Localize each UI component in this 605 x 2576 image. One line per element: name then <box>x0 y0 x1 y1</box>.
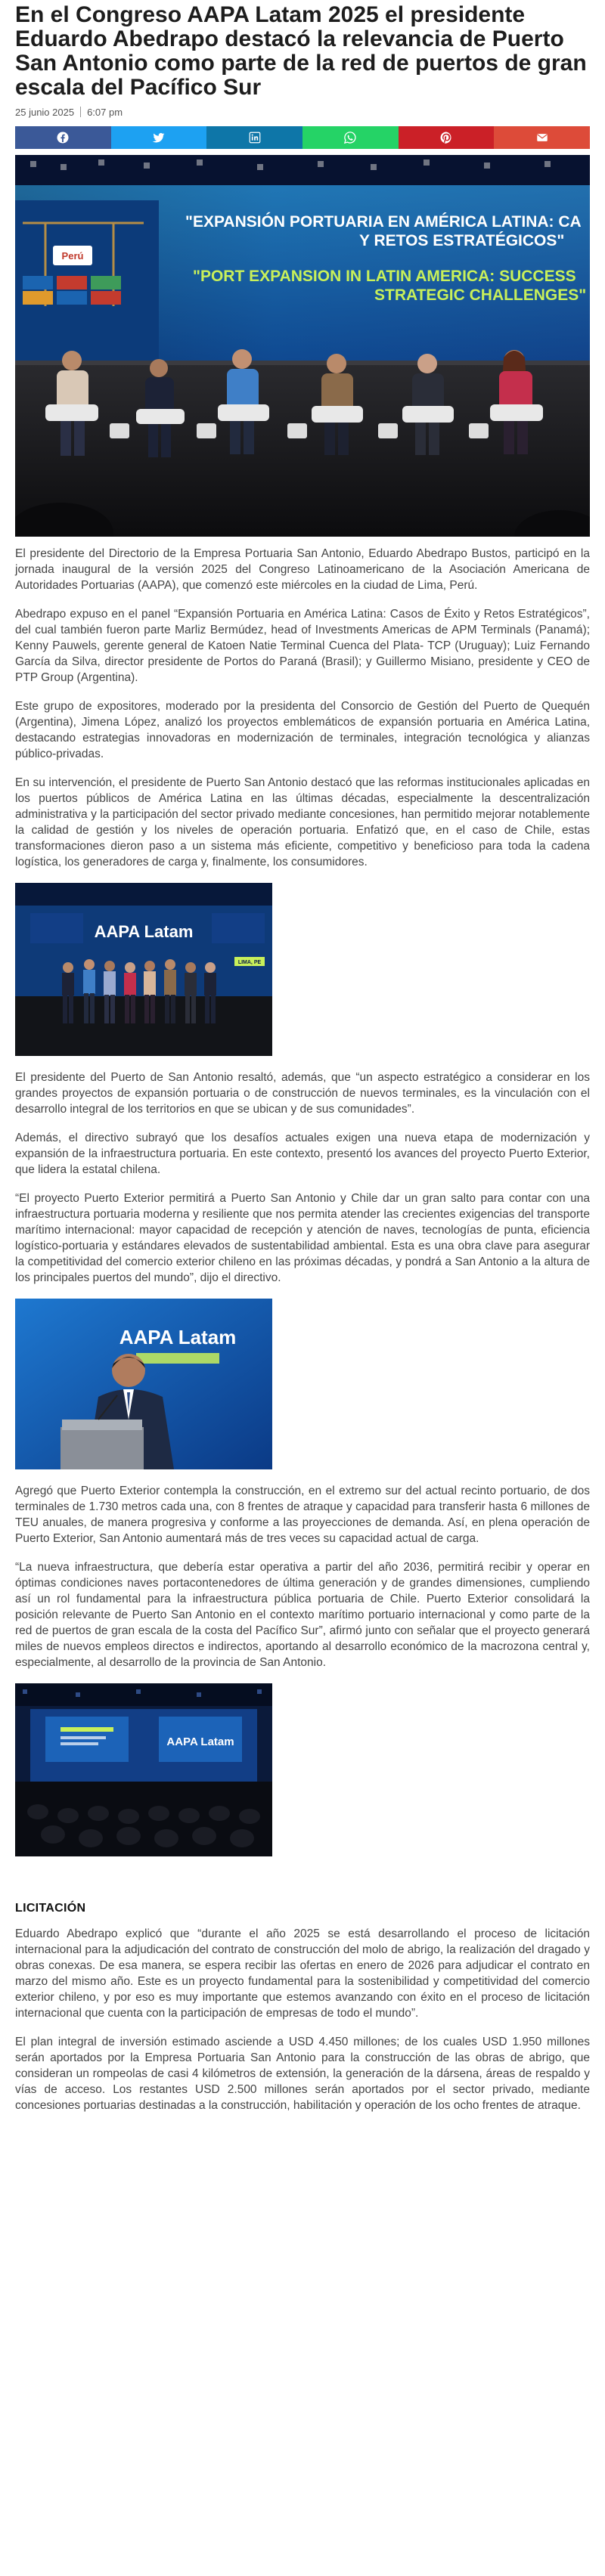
speaker-photo <box>15 1299 272 1469</box>
twitter-icon <box>152 131 166 144</box>
article-meta <box>15 105 605 119</box>
paragraph: Este grupo de expositores, moderado por la presidenta del Consorcio de Gestión del Puerto de Quequén (Argentina), Jimena López, analizó los proyectos emblemáticos de expansión portuaria en América Latina, destacando estrategias innovadoras en modernización de terminales, integración tecnológica y alianzas público-privadas. <box>15 700 590 760</box>
paragraph: Eduardo Abedrapo explicó que “durante el año 2025 se está desarrollando el proceso de licitación internacional para la adjudicación del contrato de construcción del molo de abrigo, la realización del dragado y obras conexas. De esa manera, se espera recibir las ofertas en enero de 2026 para adjudicar el contrato en marzo del mismo año. Este es un proyecto fundamental para la sostenibilidad y competitividad del comercio exterior chileno, y por eso es muy importante que estemos avanzando con éxito en el proceso de licitación internacional que cuenta con la participación de empresas de todo el mundo”. <box>15 1927 590 2020</box>
share-linkedin-button[interactable] <box>206 126 302 149</box>
banner-spanish-line-1: "EXPANSIÓN PORTUARIA EN AMÉRICA LATINA: CA <box>185 213 582 231</box>
linkedin-icon <box>248 131 262 144</box>
share-facebook-button[interactable] <box>15 126 111 149</box>
paragraph: En su intervención, el presidente de Puerto San Antonio destacó que las reformas institucionales aplicadas en los puertos públicos de América Latina en las últimas décadas, especialmente la descentralización administrativa y la participación del sector privado mediante concesiones, han permitido mejorar notablemente la calidad de gestión y los niveles de operación portuaria. Enfatizó que, en el caso de Chile, estas transformaciones dieron paso a un sistema más eficiente, competitivo y beneficioso para toda la cadena logística, los generadores de carga y, finalmente, los consumidores. <box>15 776 590 868</box>
group-photo <box>15 883 272 1056</box>
page-title: En el Congreso AAPA Latam 2025 el presidente Eduardo Abedrapo destacó la relevancia de Puerto San Antonio como parte de la red de puertos de gran escala del Pacífico Sur <box>15 2 587 100</box>
share-pinterest-button[interactable] <box>399 126 495 149</box>
banner-english-line-1: "PORT EXPANSION IN LATIN AMERICA: SUCCESS <box>193 268 576 285</box>
paragraph: Agregó que Puerto Exterior contempla la construcción, en el extremo sur del actual recinto portuario, de dos terminales de 1.730 metros cada una, con 8 frentes de atraque y capacidad para transferir hasta 6 millones de TEU anuales, de manera progresiva y conforme a las proyecciones de demanda. Así, en plena operación de Puerto Exterior, San Antonio aumentará más de tres veces su capacidad actual de carga. <box>15 1485 590 1545</box>
paragraph: Además, el directivo subrayó que los desafíos actuales exigen una nueva etapa de modernización y expansión de la infraestructura portuaria. En este contexto, presentó los avances del proyecto Puerto Exterior, que lidera la estatal chilena. <box>15 1132 590 1176</box>
share-whatsapp-button[interactable] <box>302 126 399 149</box>
paragraph: El presidente del Puerto de San Antonio resaltó, además, que “un aspecto estratégico a considerar en los grandes proyectos de expansión portuaria o de construcción de nuevos terminales, es la vinculación con el desarrollo integral de los territorios en que se ubican y de sus comunidades”. <box>15 1071 590 1116</box>
pinterest-icon <box>439 131 453 144</box>
paragraph: Abedrapo expuso en el panel “Expansión Portuaria en América Latina: Casos de Éxito y Retos Estratégicos”, del cual también fueron parte Marliz Bermúdez, head of Investments Americas de APM Terminals (Panamá); Kenny Pauwels, gerente general de Katoen Natie Terminal Cuenca del Plata- TCP (Uruguay); Luiz Fernando García da Silva, director presidente de Portos do Paraná (Brasil); y Guillermo Misiano, presidente y CEO de PTP Group (Argentina). <box>15 608 590 684</box>
paragraph: El plan integral de inversión estimado asciende a USD 4.450 millones; de los cuales USD 1.950 millones serán aportados por la Empresa Portuaria San Antonio para la construcción de las obras de abrigo, que consideran un rompeolas de casi 4 kilómetros de extensión, la generación de la dársena, áreas de respaldo y vías de acceso. Los restantes USD 2.500 millones serán aportados por el sector privado, mediante concesiones portuarias destinadas a la construcción, habilitación y operación de los ocho frentes de atraque. <box>15 2036 590 2112</box>
conference-hall-photo <box>15 1683 272 1856</box>
share-twitter-button[interactable] <box>111 126 207 149</box>
article-date: 25 junio 2025 <box>15 106 75 118</box>
photo2-brand-text: AAPA Latam <box>94 922 194 941</box>
spacer <box>15 537 605 546</box>
banner-spanish-line-2: Y RETOS ESTRATÉGICOS" <box>359 232 565 249</box>
paragraph: “La nueva infraestructura, que debería estar operativa a partir del año 2036, permitirá recibir y operar en óptimas condiciones naves portacontenedores de última generación y de grandes dimensiones, cumpliendo así un rol fundamental para la infraestructura pública portuaria de Chile. Puerto Exterior consolidará la posición relevante de Puerto San Antonio en el contexto marítimo portuario internacional y como parte de la red de puertos de gran escala de la costa del Pacífico Sur”, afirmó junto con señalar que el proyecto generará miles de nuevos empleos directos e indirectos, aportando al desarrollo económico de la macrozona central y, especialmente, al desarrollo de la provincia de San Antonio. <box>15 1561 590 1669</box>
group-photo-illustration <box>15 883 272 1056</box>
article <box>15 0 605 2113</box>
paragraph: El presidente del Directorio de la Empresa Portuaria San Antonio, Eduardo Abedrapo Bustos, participó en la jornada inaugural de la versión 2025 del Congreso Latinoamericano de la Asociación Americana de Autoridades Portuarias (AAPA), que comenzó este miércoles en la ciudad de Lima, Perú. <box>15 547 590 592</box>
photo3-brand-text: AAPA Latam <box>119 1326 237 1348</box>
photo2-tag-text: LIMA, PE <box>237 960 262 965</box>
facebook-icon <box>56 131 70 144</box>
share-bar <box>15 126 590 149</box>
whatsapp-icon <box>343 131 357 144</box>
paragraph: “El proyecto Puerto Exterior permitirá a Puerto San Antonio y Chile dar un gran salto para contar con una infraestructura portuaria moderna y resiliente que nos permita atender las crecientes exigencias del transporte marítimo internacional: mayor capacidad de recepción y atención de naves, tecnologías de punta, eficiencia logístico-portuaria y estándares elevados de sustentabilidad ambiental. Esta es una obra clave para asegurar la competitividad del comercio exterior chileno en las próximas décadas, y pondrá a San Antonio a la altura de los principales puertos del mundo”, dijo el directivo. <box>15 1192 590 1284</box>
article-time: 6:07 pm <box>87 106 123 118</box>
email-icon <box>535 131 549 144</box>
hero-photo <box>15 155 590 537</box>
speaker-photo-illustration <box>15 1299 272 1469</box>
hero-logo-text: Perú <box>61 250 84 262</box>
meta-divider <box>80 107 81 117</box>
conference-hall-illustration <box>15 1683 272 1856</box>
photo4-brand-text: AAPA Latam <box>166 1735 234 1748</box>
share-email-button[interactable] <box>494 126 590 149</box>
section-heading: LICITACIÓN <box>15 1902 86 1915</box>
banner-english-line-2: STRATEGIC CHALLENGES" <box>374 286 587 304</box>
panel-stage-illustration <box>15 155 590 537</box>
